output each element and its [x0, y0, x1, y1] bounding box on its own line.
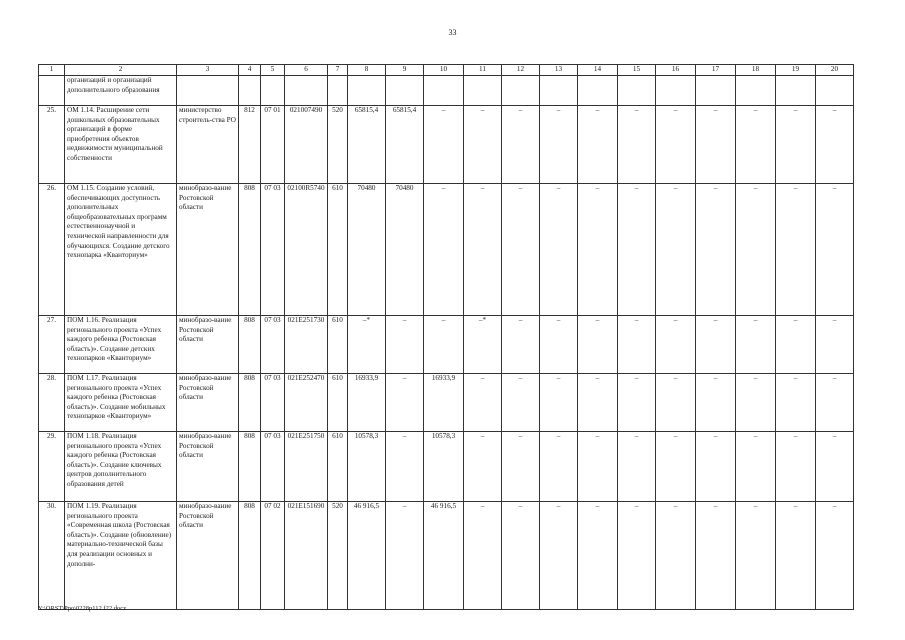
footer-file-path: Y:\ORST\Ppo\0228p112.f22.docx [38, 605, 127, 612]
year-amount-cell: – [618, 316, 656, 374]
row-number-cell: 29. [39, 432, 65, 502]
year-amount-cell: – [578, 184, 618, 316]
year-amount-cell: – [540, 106, 578, 184]
column-number-header: 7 [328, 65, 348, 76]
column-number-header: 19 [776, 65, 816, 76]
executor-cell: минобразо-вание Ростовской области [177, 184, 239, 316]
year-amount-cell: – [736, 316, 776, 374]
year-amount-cell: 10578,3 [424, 432, 464, 502]
page-number: 33 [448, 28, 457, 37]
measure-name-cell: ОМ 1.15. Создание условий, обеспечивающих доступность дополнительных общеобразовательных программ естественнонаучной и технической направленности для обучающихся. Создание детского технопарка «Кванториум» [65, 184, 177, 316]
table-row [39, 432, 854, 502]
year-amount-cell: – [386, 502, 424, 610]
year-amount-cell: – [502, 184, 540, 316]
year-amount-cell: – [540, 184, 578, 316]
year-amount-cell: – [696, 432, 736, 502]
column-number-header: 16 [656, 65, 696, 76]
year-amount-cell: 65815,4 [386, 106, 424, 184]
year-amount-cell: – [776, 374, 816, 432]
year-amount-cell: – [618, 184, 656, 316]
year-amount-cell: – [540, 432, 578, 502]
year-amount-cell: – [776, 106, 816, 184]
budget-table [38, 64, 854, 610]
total-amount-cell: 10578,3 [348, 432, 386, 502]
row-number-cell [39, 76, 65, 106]
total-amount-cell: 46 916,5 [348, 502, 386, 610]
column-number-header: 9 [386, 65, 424, 76]
year-amount-cell: 46 916,5 [424, 502, 464, 610]
year-amount-cell: – [736, 106, 776, 184]
expense-type-cell: 610 [328, 316, 348, 374]
executor-cell: минобразо-вание Ростовской области [177, 374, 239, 432]
year-amount-cell: – [696, 106, 736, 184]
row-number-cell: 26. [39, 184, 65, 316]
column-number-header: 4 [239, 65, 261, 76]
column-number-header: 11 [464, 65, 502, 76]
continuation-row [39, 76, 854, 106]
target-article-cell: 021E251730 [285, 316, 328, 374]
section-code-cell: 07 03 [261, 316, 285, 374]
column-number-header: 15 [618, 65, 656, 76]
year-amount-cell: – [656, 106, 696, 184]
column-number-header: 12 [502, 65, 540, 76]
table-row [39, 374, 854, 432]
year-amount-cell: – [776, 502, 816, 610]
total-amount-cell: –* [348, 316, 386, 374]
year-amount-cell: – [578, 374, 618, 432]
year-amount-cell: – [540, 316, 578, 374]
section-code-cell: 07 02 [261, 502, 285, 610]
executor-cell: министерство строитель-ства РО [177, 106, 239, 184]
column-number-header: 5 [261, 65, 285, 76]
year-amount-cell: 70480 [386, 184, 424, 316]
continuation-text: организаций и организаций дополнительного образования [65, 76, 177, 106]
row-number-cell: 28. [39, 374, 65, 432]
section-code-cell: 07 03 [261, 432, 285, 502]
measure-name-cell: ПОМ 1.16. Реализация регионального проекта «Успех каждого ребенка (Ростовская область)». Создание детских технопарков «Кванториум» [65, 316, 177, 374]
column-number-header: 17 [696, 65, 736, 76]
year-amount-cell: 16933,9 [424, 374, 464, 432]
target-article-cell: 021E252470 [285, 374, 328, 432]
year-amount-cell: – [502, 374, 540, 432]
year-amount-cell: – [736, 374, 776, 432]
column-number-header: 2 [65, 65, 177, 76]
row-number-cell: 27. [39, 316, 65, 374]
year-amount-cell: – [736, 502, 776, 610]
table-row [39, 106, 854, 184]
expense-type-cell: 520 [328, 502, 348, 610]
year-amount-cell: – [424, 316, 464, 374]
year-amount-cell: – [464, 106, 502, 184]
year-amount-cell: – [618, 106, 656, 184]
table-row [39, 184, 854, 316]
column-number-header: 14 [578, 65, 618, 76]
year-amount-cell: – [816, 316, 854, 374]
year-amount-cell: – [464, 184, 502, 316]
executor-cell: минобразо-вание Ростовской области [177, 432, 239, 502]
column-number-header: 6 [285, 65, 328, 76]
section-code-cell: 07 03 [261, 184, 285, 316]
ministry-code-cell: 808 [239, 374, 261, 432]
ministry-code-cell: 808 [239, 316, 261, 374]
column-number-header: 1 [39, 65, 65, 76]
year-amount-cell: – [776, 432, 816, 502]
year-amount-cell: – [578, 316, 618, 374]
column-number-header: 18 [736, 65, 776, 76]
column-number-header: 10 [424, 65, 464, 76]
year-amount-cell: – [816, 432, 854, 502]
column-number-header: 13 [540, 65, 578, 76]
year-amount-cell: – [656, 502, 696, 610]
ministry-code-cell: 812 [239, 106, 261, 184]
total-amount-cell: 65815,4 [348, 106, 386, 184]
year-amount-cell: – [502, 316, 540, 374]
year-amount-cell: –* [464, 316, 502, 374]
expense-type-cell: 610 [328, 184, 348, 316]
year-amount-cell: – [386, 316, 424, 374]
column-number-header: 3 [177, 65, 239, 76]
year-amount-cell: – [578, 432, 618, 502]
year-amount-cell: – [656, 184, 696, 316]
column-number-header: 20 [816, 65, 854, 76]
row-number-cell: 25. [39, 106, 65, 184]
target-article-cell: 02100R5740 [285, 184, 328, 316]
year-amount-cell: – [696, 374, 736, 432]
year-amount-cell: – [776, 184, 816, 316]
year-amount-cell: – [386, 374, 424, 432]
year-amount-cell: – [502, 432, 540, 502]
column-number-row [39, 65, 854, 76]
target-article-cell: 021E251750 [285, 432, 328, 502]
year-amount-cell: – [578, 106, 618, 184]
year-amount-cell: – [502, 502, 540, 610]
year-amount-cell: – [424, 106, 464, 184]
measure-name-cell: ПОМ 1.19. Реализация регионального проекта «Современная школа (Ростовская область)». Создание (обновление) материально-технической базы для реализации основных и дополни- [65, 502, 177, 610]
executor-cell: минобразо-вание Ростовской области [177, 502, 239, 610]
year-amount-cell: – [816, 184, 854, 316]
ministry-code-cell: 808 [239, 432, 261, 502]
year-amount-cell: – [656, 374, 696, 432]
year-amount-cell: – [696, 502, 736, 610]
year-amount-cell: – [578, 502, 618, 610]
year-amount-cell: – [696, 184, 736, 316]
table-row [39, 502, 854, 610]
year-amount-cell: – [736, 432, 776, 502]
year-amount-cell: – [696, 316, 736, 374]
year-amount-cell: – [776, 316, 816, 374]
expense-type-cell: 610 [328, 432, 348, 502]
year-amount-cell: – [464, 502, 502, 610]
year-amount-cell: – [618, 502, 656, 610]
measure-name-cell: ПОМ 1.17. Реализация регионального проекта «Успех каждого ребенка (Ростовская область)». Создание мобильных технопарков «Кванториум» [65, 374, 177, 432]
year-amount-cell: – [464, 432, 502, 502]
ministry-code-cell: 808 [239, 502, 261, 610]
year-amount-cell: – [618, 432, 656, 502]
expense-type-cell: 610 [328, 374, 348, 432]
year-amount-cell: – [464, 374, 502, 432]
target-article-cell: 021E151690 [285, 502, 328, 610]
section-code-cell: 07 01 [261, 106, 285, 184]
expense-type-cell: 520 [328, 106, 348, 184]
year-amount-cell: – [816, 502, 854, 610]
year-amount-cell: – [386, 432, 424, 502]
measure-name-cell: ПОМ 1.18. Реализация регионального проекта «Успех каждого ребенка (Ростовская область)». Создание ключевых центров дополнительного образования детей [65, 432, 177, 502]
total-amount-cell: 70480 [348, 184, 386, 316]
year-amount-cell: – [540, 502, 578, 610]
section-code-cell: 07 03 [261, 374, 285, 432]
table-row [39, 316, 854, 374]
column-number-header: 8 [348, 65, 386, 76]
year-amount-cell: – [656, 432, 696, 502]
year-amount-cell: – [540, 374, 578, 432]
year-amount-cell: – [502, 106, 540, 184]
year-amount-cell: – [618, 374, 656, 432]
year-amount-cell: – [816, 374, 854, 432]
year-amount-cell: – [424, 184, 464, 316]
year-amount-cell: – [656, 316, 696, 374]
target-article-cell: 021007490 [285, 106, 328, 184]
row-number-cell: 30. [39, 502, 65, 610]
measure-name-cell: ОМ 1.14. Расширение сети дошкольных образовательных организаций в форме приобретения объектов недвижимости муниципальной собственности [65, 106, 177, 184]
total-amount-cell: 16933,9 [348, 374, 386, 432]
year-amount-cell: – [816, 106, 854, 184]
ministry-code-cell: 808 [239, 184, 261, 316]
executor-cell: минобразо-вание Ростовской области [177, 316, 239, 374]
year-amount-cell: – [736, 184, 776, 316]
